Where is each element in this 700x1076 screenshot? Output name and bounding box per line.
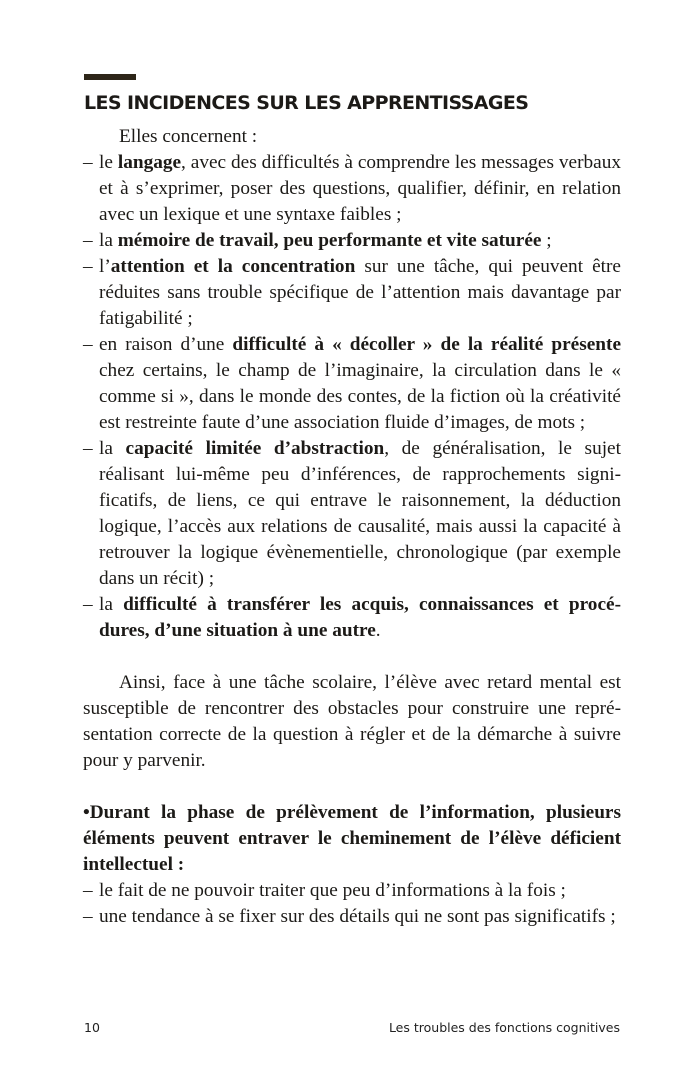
page-footer bbox=[84, 1020, 620, 1035]
paragraph: Ainsi, face à une tâche scolaire, l’élève avec retard mental est susceptible de rencontrer des obstacles pour construire une représentation correcte de la question à régler et de la démarche à suivre pour y parvenir. bbox=[83, 672, 621, 771]
section-heading: LES INCIDENCES SUR LES APPRENTISSAGES bbox=[84, 92, 529, 114]
list-item: – l’attention et la concentration sur une tâche, qui peuvent être réduites sans trouble spécifique de l’attention mais davantage par fatigabilité ; bbox=[83, 254, 621, 332]
list-item: – une tendance à se fixer sur des détails qui ne sont pas significatifs ; bbox=[83, 904, 621, 930]
list-item: – la difficulté à transférer les acquis, connaissances et procédures, d’une situation à une autre. bbox=[83, 592, 621, 644]
bullet-heading: •Durant la phase de prélèvement de l’information, plusieurs éléments peuvent entraver le cheminement de l’élève déficient intellectuel : bbox=[83, 802, 621, 875]
body-text bbox=[83, 124, 621, 930]
list-item: – le langage, avec des difficultés à comprendre les messages verbaux et à s’exprimer, poser des questions, qualifier, définir, en relation avec un lexique et une syntaxe faibles ; bbox=[83, 150, 621, 228]
intro-line: Elles concernent : bbox=[119, 126, 258, 147]
list-item: – la capacité limitée d’abstraction, de généralisation, le sujet réalisant lui-même peu d’inférences, de rapprochements significatifs, de liens, ce qui entrave le raisonnement, la déduction logique, l’accès aux relations de causalité, mais aussi la capacité à retrouver la logique évènementielle, chronologique (par exemple dans un récit) ; bbox=[83, 436, 621, 592]
list-item: – en raison d’une difficulté à « décoller » de la réalité présente chez certains, le champ de l’imaginaire, la circulation dans le « comme si », dans le monde des contes, de la fiction où la créativité est restreinte faute d’une association fluide d’images, de mots ; bbox=[83, 332, 621, 436]
page-number: 10 bbox=[84, 1020, 100, 1035]
obstacles-list bbox=[83, 878, 621, 930]
incidences-list bbox=[83, 150, 621, 644]
list-item: – le fait de ne pouvoir traiter que peu d’informations à la fois ; bbox=[83, 878, 621, 904]
list-item: – la mémoire de travail, peu performante et vite saturée ; bbox=[83, 228, 621, 254]
running-title: Les troubles des fonctions cognitives bbox=[388, 1020, 620, 1035]
heading-rule bbox=[84, 74, 136, 80]
